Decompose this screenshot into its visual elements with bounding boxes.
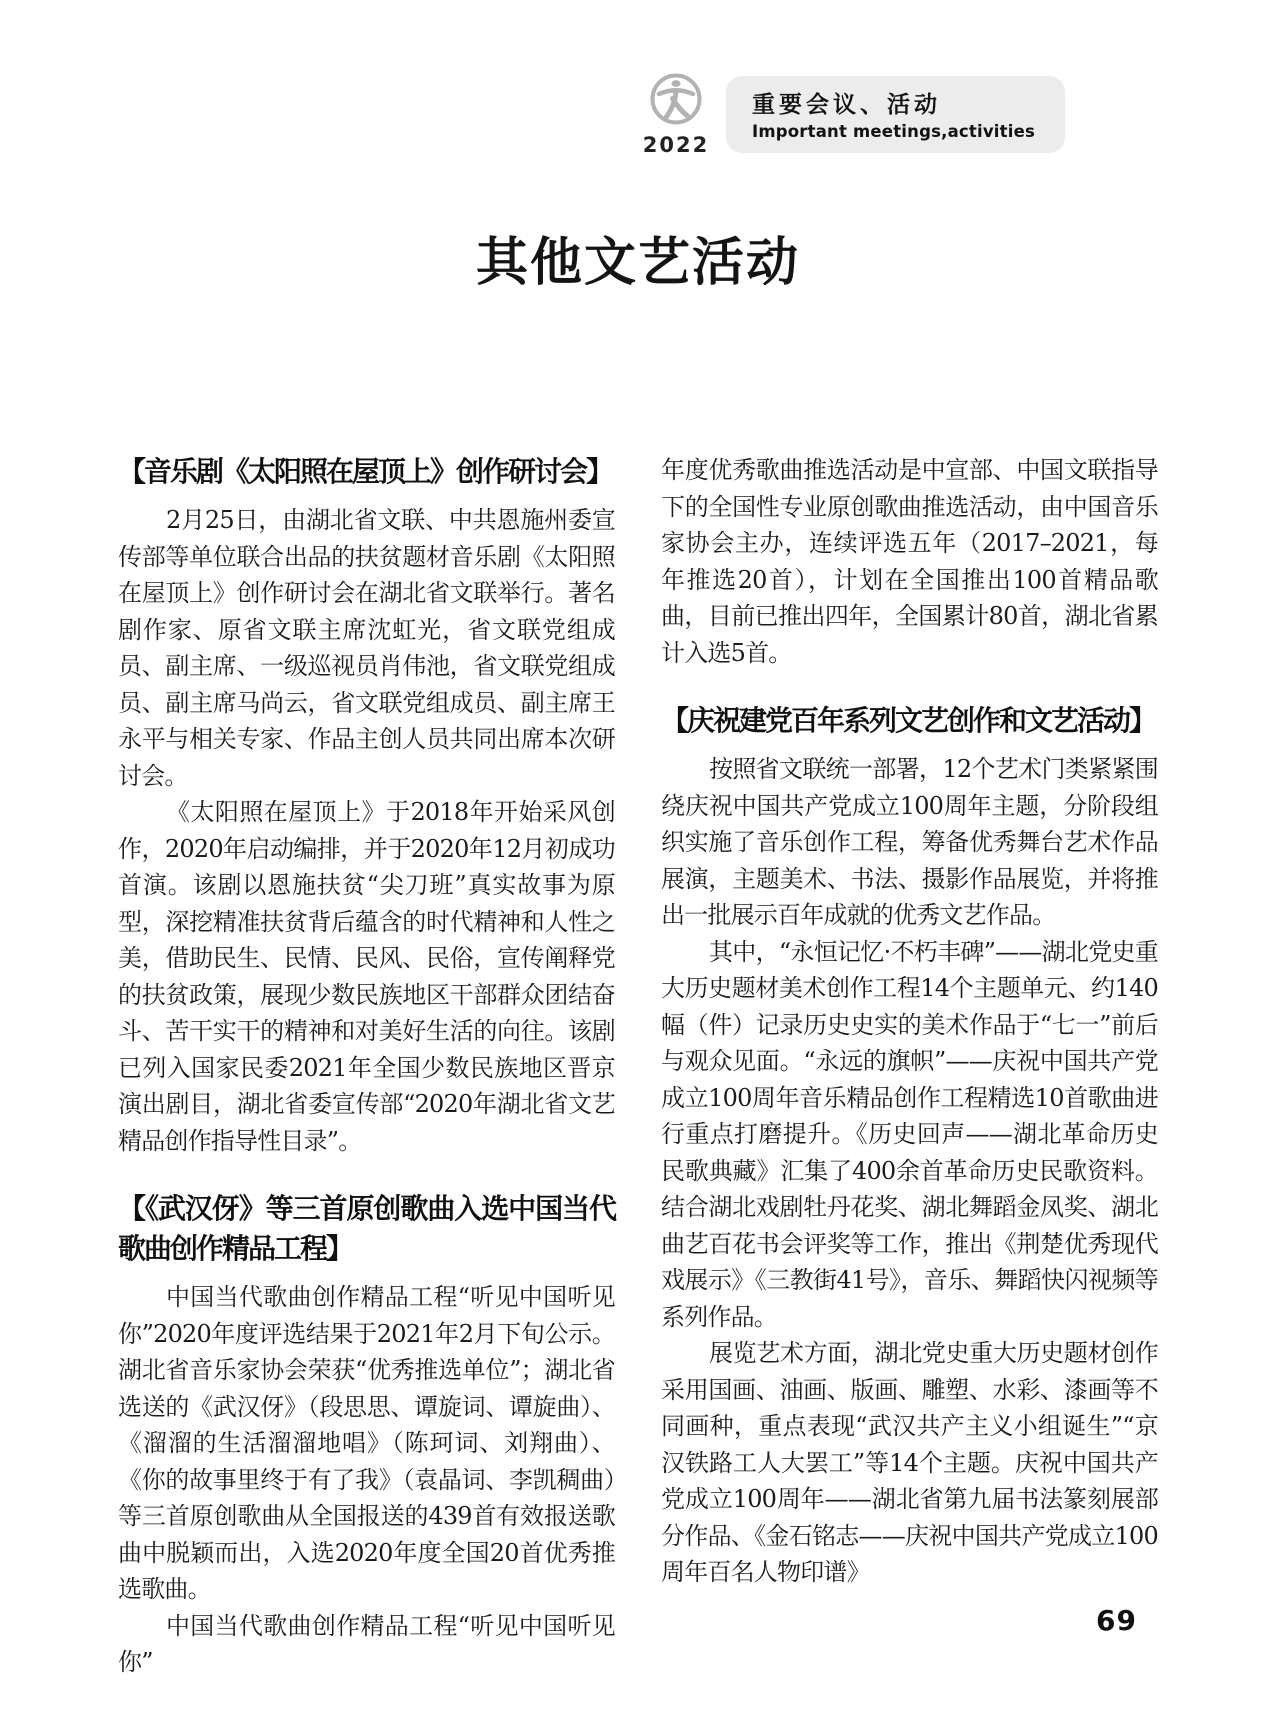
paragraph: 按照省文联统一部署，12个艺术门类紧紧围绕庆祝中国共产党成立100周年主题，分阶段组织实施了音乐创作工程，筹备优秀舞台艺术作品展演，主题美术、书法、摄影作品展览，并将推出一批展示百年成就的优秀文艺作品。 — [661, 755, 1158, 929]
category-title-cn: 重要会议、活动 — [752, 92, 941, 118]
page-header — [638, 72, 1065, 157]
category-pill — [726, 76, 1065, 153]
section-heading-musical-seminar: 【音乐剧《太阳照在屋顶上》创作研讨会】 — [118, 455, 613, 488]
federation-emblem-icon — [648, 72, 704, 128]
page-number: 69 — [1096, 1604, 1137, 1637]
logo-block — [638, 72, 714, 157]
paragraph: 展览艺术方面，湖北党史重大历史题材创作采用国画、油画、版画、雕塑、水彩、漆画等不同画种，重点表现“武汉共产主义小组诞生”“京汉铁路工人大罢工”等14个主题。庆祝中国共产党成立100周年——湖北省第九届书法篆刻展部分作品、《金石铭志——庆祝中国共产党成立100周年百名人物印谱》 — [661, 1339, 1158, 1586]
section-heading-wuhan-ya-songs: 【《武汉伢》等三首原创歌曲入选中国当代歌曲创作精品工程】 — [118, 1192, 615, 1265]
left-column — [118, 452, 615, 1681]
category-title-en: Important meetings,activities — [752, 122, 1036, 141]
page-title: 其他文艺活动 — [475, 232, 800, 293]
paragraph: 中国当代歌曲创作精品工程“听见中国听见你” — [118, 1611, 615, 1676]
right-column — [661, 452, 1158, 1591]
article-columns — [118, 452, 1158, 1681]
section-heading-party-centenary: 【庆祝建党百年系列文艺创作和文艺活动】 — [661, 704, 1156, 737]
paragraph: 其中，“永恒记忆·不朽丰碑”——湖北党史重大历史题材美术创作工程14个主题单元、约140幅（件）记录历史史实的美术作品于“七一”前后与观众见面。“永远的旗帜”——庆祝中国共产党成立100周年音乐精品创作工程精选10首歌曲进行重点打磨提升。《历史回声——湖北革命历史民歌典藏》汇集了400余首革命历史民歌资料。结合湖北戏剧牡丹花奖、湖北舞蹈金凤奖、湖北曲艺百花书会评奖等工作，推出《荆楚优秀现代戏展示》《三教街41号》，音乐、舞蹈快闪视频等系列作品。 — [661, 937, 1158, 1331]
paragraph-continuation: 年度优秀歌曲推选活动是中宣部、中国文联指导下的全国性专业原创歌曲推选活动，由中国音乐家协会主办，连续评选五年（2017–2021，每年推选20首），计划在全国推出100首精品歌曲，目前已推出四年，全国累计80首，湖北省累计入选5首。 — [661, 456, 1158, 667]
paragraph: 2月25日，由湖北省文联、中共恩施州委宣传部等单位联合出品的扶贫题材音乐剧《太阳照在屋顶上》创作研讨会在湖北省文联举行。著名剧作家、原省文联主席沈虹光，省文联党组成员、副主席、一级巡视员肖伟池，省文联党组成员、副主席马尚云，省文联党组成员、副主席王永平与相关专家、作品主创人员共同出席本次研讨会。 — [118, 506, 615, 790]
paragraph: 中国当代歌曲创作精品工程“听见中国听见你”2020年度评选结果于2021年2月下旬公示。湖北省音乐家协会荣获“优秀推选单位”；湖北省选送的《武汉伢》（段思思、谭旋词、谭旋曲）、《溜溜的生活溜溜地唱》（陈珂词、刘翔曲）、《你的故事里终于有了我》（袁晶词、李凯稠曲）等三首原创歌曲从全国报送的439首有效报送歌曲中脱颖而出，入选2020年度全国20首优秀推选歌曲。 — [118, 1283, 615, 1603]
paragraph: 《太阳照在屋顶上》于2018年开始采风创作，2020年启动编排，并于2020年12月初成功首演。该剧以恩施扶贫“尖刀班”真实故事为原型，深挖精准扶贫背后蕴含的时代精神和人性之美，借助民生、民情、民风、民俗，宣传阐释党的扶贫政策，展现少数民族地区干部群众团结奋斗、苦干实干的精神和对美好生活的向往。该剧已列入国家民委2021年全国少数民族地区晋京演出剧目，湖北省委宣传部“2020年湖北省文艺精品创作指导性目录”。 — [118, 798, 615, 1155]
logo-year-label: 2022 — [642, 133, 710, 157]
